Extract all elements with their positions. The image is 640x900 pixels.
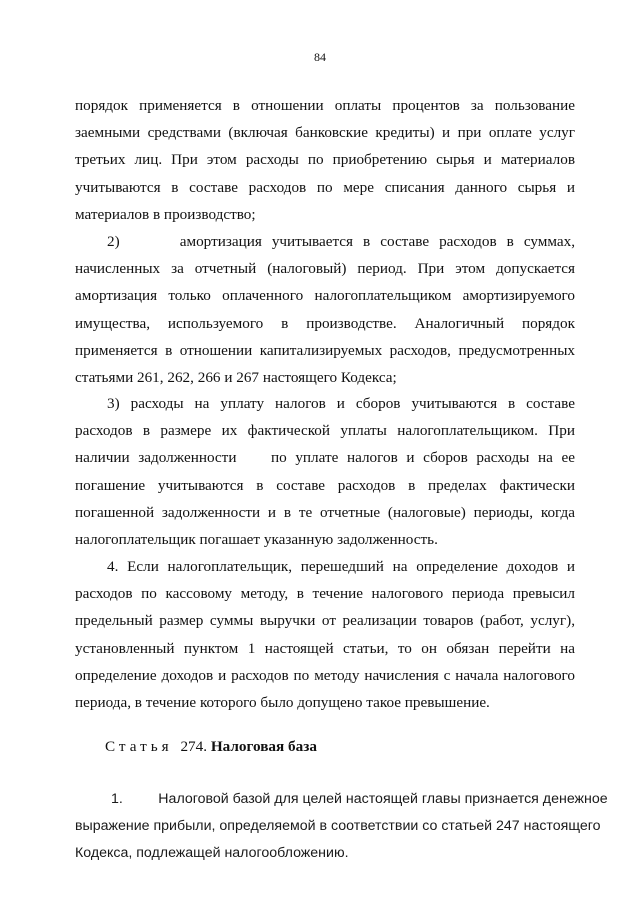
text-line: налогоплательщик погашает указанную задолженность. <box>75 530 438 548</box>
text-line: расходов по кассовому методу, в течение налогового периода превысил <box>75 585 575 603</box>
article-title: Налоговая база <box>210 738 317 755</box>
text-line: начисленных за отчетный (налоговый) период. При этом допускается <box>75 260 575 278</box>
text-line: установленный пунктом 1 настоящей статьи, то он обязан перейти на <box>75 639 575 657</box>
article-number: 274. <box>180 738 208 755</box>
article-word: Статья <box>105 738 173 755</box>
text-line: погашенной задолженности и в те отчетные (налоговые) периоды, когда <box>75 503 575 521</box>
paragraph-item-3 <box>75 390 575 553</box>
paragraph-continuation <box>75 92 575 228</box>
text-line: Кодекса, подлежащей налогообложению. <box>75 845 349 861</box>
text-line: погашение учитываются в составе расходов в пределах фактически <box>75 476 575 494</box>
paragraph-item-4 <box>75 553 575 716</box>
text-line: применяется в отношении капитализируемых расходов, предусмотренных <box>75 341 575 359</box>
text-line: 1. Налоговой базой для целей настоящей главы признается денежное <box>111 791 608 807</box>
text-line: периода, в течение которого было допущено такое превышение. <box>75 693 490 711</box>
text-line: 3) расходы на уплату налогов и сборов учитываются в составе <box>107 395 575 412</box>
text-line: определение доходов и расходов по методу начисления с начала налогового <box>75 666 575 684</box>
text-line: заемными средствами (включая банковские кредиты) и при оплате услуг <box>75 124 575 142</box>
text-line: учитываются в составе расходов по мере списания данного сырья и <box>75 178 575 196</box>
text-line: порядок применяется в отношении оплаты процентов за пользование <box>75 97 575 114</box>
text-line: наличии задолженности по уплате налогов и сборов расходы на ее <box>75 449 575 467</box>
text-line: 4. Если налогоплательщик, перешедший на определение доходов и <box>107 558 575 575</box>
text-line: выражение прибыли, определяемой в соответствии со статьей 247 настоящего <box>75 818 601 834</box>
paragraph-item-2 <box>75 228 575 391</box>
article-heading <box>105 738 317 756</box>
text-line: амортизация только оплаченного налогоплательщиком амортизируемого <box>75 287 575 305</box>
page-number: 84 <box>314 50 326 64</box>
text-line: материалов в производство; <box>75 205 256 223</box>
text-line: имущества, используемого в производстве. Аналогичный порядок <box>75 314 575 332</box>
text-line: статьями 261, 262, 266 и 267 настоящего Кодекса; <box>75 368 397 386</box>
article-paragraph-1 <box>75 786 608 867</box>
text-line: третьих лиц. При этом расходы по приобретению сырья и материалов <box>75 151 575 169</box>
text-line: 2) амортизация учитывается в составе расходов в суммах, <box>107 233 575 250</box>
text-line: расходов в размере их фактической уплаты налогоплательщиком. При <box>75 422 575 440</box>
text-line: предельный размер суммы выручки от реализации товаров (работ, услуг), <box>75 612 575 630</box>
